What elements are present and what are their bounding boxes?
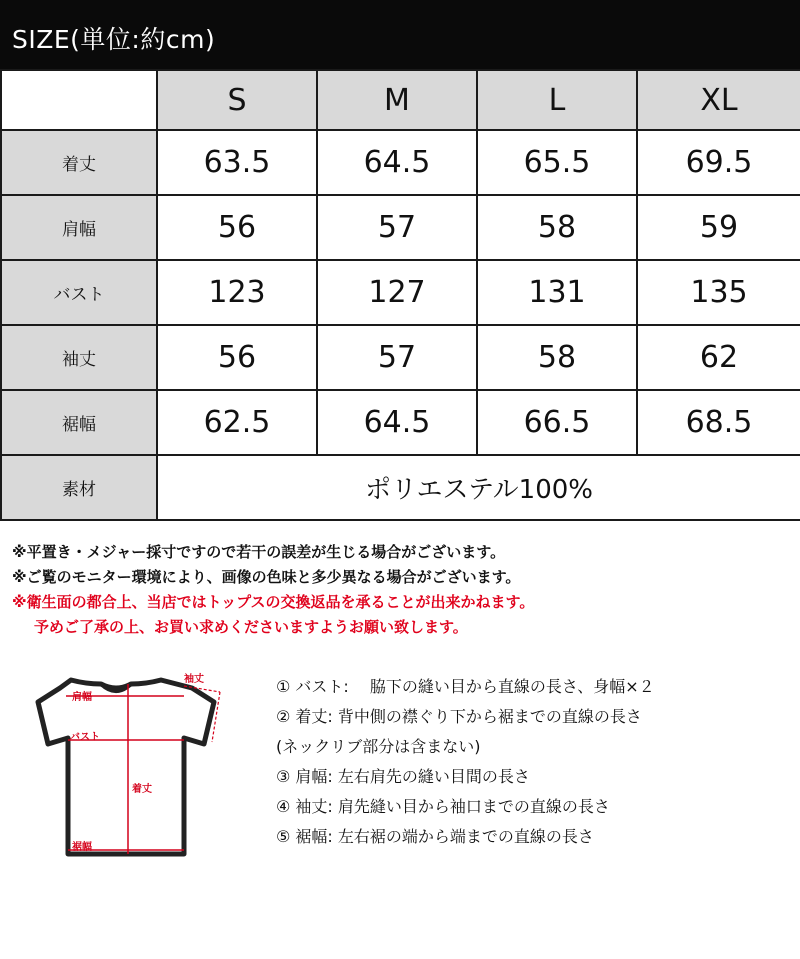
row-label-shoulder: 肩幅 <box>1 195 157 260</box>
table-cell: 58 <box>477 195 637 260</box>
note-acknowledge: 予めご了承の上、お買い求めくださいますようお願い致します。 <box>34 618 468 636</box>
note-monitor: ※ご覧のモニター環境により、画像の色味と多少異なる場合がございます。 <box>12 568 521 586</box>
table-cell: 135 <box>637 260 800 325</box>
size-header <box>0 0 800 70</box>
column-header-l: L <box>477 70 637 130</box>
table-cell: 56 <box>157 195 317 260</box>
legend-item-length: ② 着丈: 背中側の襟ぐり下から裾までの直線の長さ <box>276 707 642 726</box>
legend-item-length-note: (ネックリブ部分は含まない) <box>276 737 481 756</box>
row-label-material: 素材 <box>1 455 157 520</box>
table-cell: 57 <box>317 325 477 390</box>
legend-item-hem: ⑤ 裾幅: 左右裾の端から端までの直線の長さ <box>276 827 594 846</box>
table-cell: 56 <box>157 325 317 390</box>
row-label-bust: バスト <box>1 260 157 325</box>
table-row <box>1 325 800 390</box>
size-table <box>0 69 800 521</box>
table-row <box>1 130 800 195</box>
tshirt-outline <box>16 662 246 862</box>
diagram-label-length: 着丈 <box>132 784 152 795</box>
legend-item-shoulder: ③ 肩幅: 左右肩先の縫い目間の長さ <box>276 767 530 786</box>
corner-cell <box>1 70 157 130</box>
table-cell: 66.5 <box>477 390 637 455</box>
table-cell: 62 <box>637 325 800 390</box>
table-cell: 69.5 <box>637 130 800 195</box>
tshirt-diagram <box>16 662 246 862</box>
table-cell: 123 <box>157 260 317 325</box>
material-row <box>1 455 800 520</box>
note-measurement: ※平置き・メジャー採寸ですので若干の誤差が生じる場合がございます。 <box>12 543 506 561</box>
note-hygiene: ※衛生面の都合上、当店ではトップスの交換返品を承ることが出来かねます。 <box>12 593 535 611</box>
legend-item-bust: ① バスト: 脇下の縫い目から直線の長さ、身幅×２ <box>276 677 655 696</box>
table-cell: 62.5 <box>157 390 317 455</box>
row-label-hem: 裾幅 <box>1 390 157 455</box>
diagram-label-bust: バスト <box>70 732 100 743</box>
table-cell: 59 <box>637 195 800 260</box>
table-row <box>1 390 800 455</box>
material-value: ポリエステル100% <box>157 455 800 520</box>
size-title: SIZE(単位:約cm) <box>12 25 216 54</box>
column-header-xl: XL <box>637 70 800 130</box>
row-label-sleeve: 袖丈 <box>1 325 157 390</box>
table-cell: 57 <box>317 195 477 260</box>
table-cell: 64.5 <box>317 130 477 195</box>
table-cell: 127 <box>317 260 477 325</box>
diagram-label-shoulder: 肩幅 <box>72 692 92 703</box>
legend-item-sleeve: ④ 袖丈: 肩先縫い目から袖口までの直線の長さ <box>276 797 610 816</box>
column-header-s: S <box>157 70 317 130</box>
table-row <box>1 195 800 260</box>
measurement-legend <box>276 672 786 852</box>
table-cell: 58 <box>477 325 637 390</box>
column-header-m: M <box>317 70 477 130</box>
table-cell: 63.5 <box>157 130 317 195</box>
table-cell: 65.5 <box>477 130 637 195</box>
diagram-label-sleeve: 袖丈 <box>184 674 204 685</box>
table-cell: 68.5 <box>637 390 800 455</box>
table-cell: 64.5 <box>317 390 477 455</box>
diagram-label-hem: 裾幅 <box>72 842 92 853</box>
size-header-row <box>1 70 800 130</box>
table-row <box>1 260 800 325</box>
row-label-length: 着丈 <box>1 130 157 195</box>
notes <box>12 540 792 640</box>
table-cell: 131 <box>477 260 637 325</box>
